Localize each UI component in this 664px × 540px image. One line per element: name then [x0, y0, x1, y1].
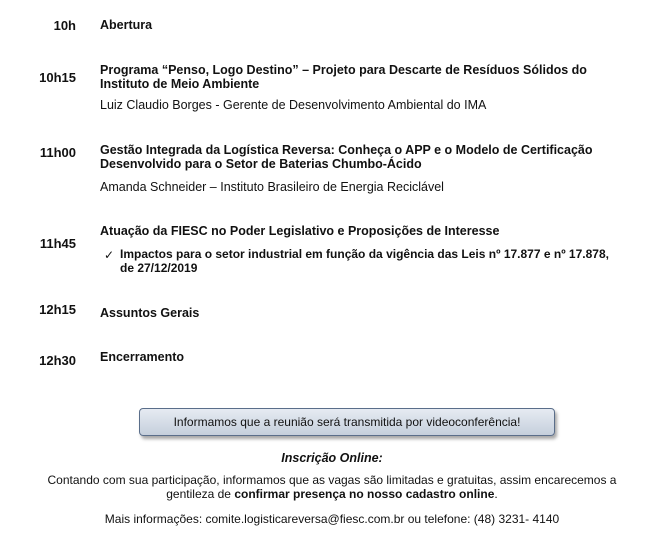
agenda-time: 12h15: [39, 302, 76, 317]
agenda-time: 12h30: [39, 353, 76, 368]
agenda-title: Encerramento: [100, 350, 185, 364]
notice-end: .: [494, 487, 498, 501]
agenda-speaker: Luiz Claudio Borges - Gerente de Desenvolvimento Ambiental do IMA: [100, 98, 487, 112]
agenda-title: Atuação da FIESC no Poder Legislativo e Proposições de Interesse: [100, 224, 500, 238]
participation-notice: [40, 473, 624, 501]
agenda-title: Abertura: [100, 18, 153, 32]
agenda-time: 11h45: [39, 236, 76, 251]
videoconference-banner: Informamos que a reunião será transmitida por videoconferência!: [139, 408, 555, 436]
agenda-speaker: Amanda Schneider – Instituto Brasileiro de Energia Reciclável: [100, 180, 444, 194]
notice-bold-text: confirmar presença no nosso cadastro online: [234, 487, 495, 501]
agenda-title: Programa “Penso, Logo Destino” – Projeto para Descarte de Resíduos Sólidos do Instituto de Meio Ambiente: [100, 63, 587, 91]
notice-text: Contando com sua participação, informamos que as vagas são limitadas e gratuitas, assim encarecemos a gentileza de: [47, 473, 617, 501]
agenda-title: Assuntos Gerais: [100, 306, 200, 320]
agenda-time: 10h: [53, 18, 76, 33]
contact-info: Mais informações: comite.logisticareversa@fiesc.com.br ou telefone: (48) 3231- 4140: [104, 512, 560, 526]
agenda-time: 11h00: [39, 145, 76, 160]
inscricao-label[interactable]: Inscrição Online:: [281, 451, 383, 465]
agenda-title: Gestão Integrada da Logística Reversa: Conheça o APP e o Modelo de Certificação Desenvolvido para o Setor de Baterias Chumbo-Ácido: [100, 143, 593, 171]
checkmark-icon: ✓: [104, 248, 115, 262]
agenda-time: 10h15: [39, 70, 76, 85]
agenda-subitem: Impactos para o setor industrial em função da vigência das Leis nº 17.877 e nº 17.878, de 27/12/2019: [120, 247, 609, 275]
